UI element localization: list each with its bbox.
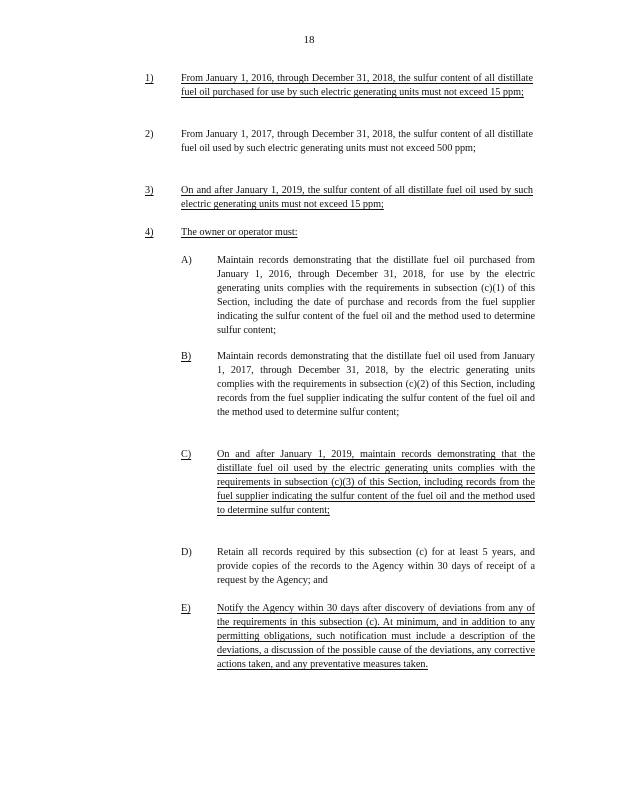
item-text: On and after January 1, 2019, the sulfur content of all distillate fuel oil used by such electric generating units must not exceed 15 ppm; <box>181 185 533 210</box>
page-number: 18 <box>303 34 315 46</box>
item-text: Maintain records demonstrating that the distillate fuel oil purchased from January 1, 2016, through December 31, 2018, for use by the electric generating units complies with the requirements in subsection (c)(1) of this Section, including the date of purchase and records from the fuel supplier indicating the sulfur content of the fuel oil and the method used to determine sulfur content; <box>217 255 535 336</box>
item-text: From January 1, 2016, through December 31, 2018, the sulfur content of all distillate fuel oil purchased for use by such electric generating units must not exceed 15 ppm; <box>181 73 533 98</box>
item-marker: C) <box>181 449 192 460</box>
item-text: From January 1, 2017, through December 31, 2018, the sulfur content of all distillate fuel oil used by such electric generating units must not exceed 500 ppm; <box>181 129 533 154</box>
item-marker: B) <box>181 351 192 362</box>
item-marker: 3) <box>145 185 154 196</box>
item-text: The owner or operator must: <box>181 227 298 238</box>
item-marker: A) <box>181 255 192 266</box>
item-marker: D) <box>181 547 192 558</box>
item-text: Maintain records demonstrating that the distillate fuel oil used from January 1, 2017, through December 31, 2018, by the electric generating units complies with the requirements in subsection (c)(2) of this Section, including records from the fuel supplier indicating the sulfur content of the fuel oil and the method used to determine sulfur content; <box>217 351 535 418</box>
item-marker: 4) <box>145 227 154 238</box>
item-text: On and after January 1, 2019, maintain records demonstrating that the distillate fuel oil used by the electric generating units complies with the requirements in subsection (c)(3) of this Section, including records from the fuel supplier indicating the sulfur content of the fuel oil and the method used to determine sulfur content; <box>217 449 535 516</box>
item-marker: 1) <box>145 73 154 84</box>
item-marker: 2) <box>145 129 154 140</box>
item-marker: E) <box>181 603 191 614</box>
item-text: Retain all records required by this subsection (c) for at least 5 years, and provide copies of the records to the Agency within 30 days of receipt of a request by the Agency; and <box>217 547 535 586</box>
item-text: Notify the Agency within 30 days after discovery of deviations from any of the requirements in this subsection (c). At minimum, and in addition to any permitting obligations, such notification must include a description of the deviations, a discussion of the possible cause of the deviations, any corrective actions taken, and any preventative measures taken. <box>217 603 535 670</box>
